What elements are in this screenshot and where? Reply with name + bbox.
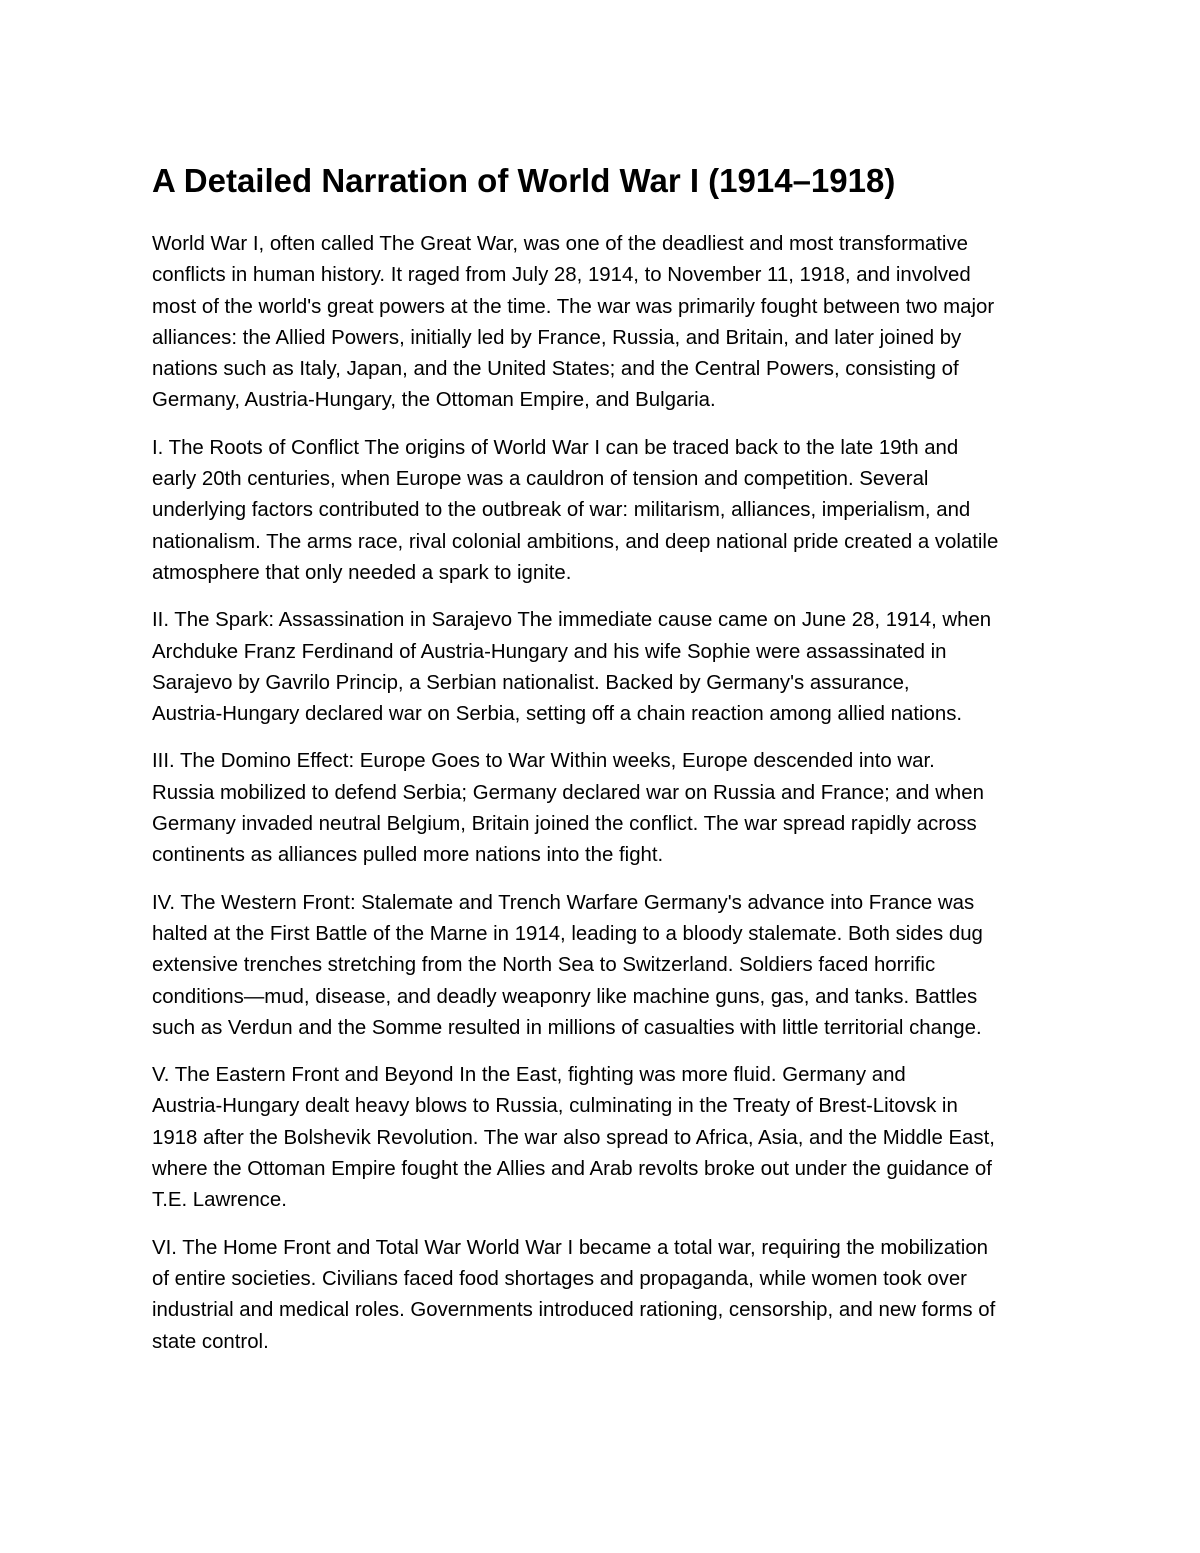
document-title: A Detailed Narration of World War I (1914–1918) [152, 162, 896, 199]
text-line: atmosphere that only needed a spark to ignite. [152, 561, 572, 584]
text-line: Archduke Franz Ferdinand of Austria-Hungary and his wife Sophie were assassinated in [152, 640, 947, 663]
text-line: World War I, often called The Great War, was one of the deadliest and most transformative [152, 233, 969, 255]
text-line: early 20th centuries, when Europe was a cauldron of tension and competition. Several [152, 468, 929, 491]
paragraph-intro [152, 229, 1052, 417]
text-line: conflicts in human history. It raged from July 28, 1914, to November 11, 1918, and involved [152, 264, 971, 287]
paragraph-the-spark [152, 605, 1052, 730]
paragraph-home-front [152, 1233, 1052, 1358]
text-line: continents as alliances pulled more nations into the fight. [152, 844, 664, 867]
text-line: II. The Spark: Assassination in Sarajevo The immediate cause came on June 28, 1914, when [152, 609, 992, 632]
text-line: I. The Roots of Conflict The origins of World War I can be traced back to the late 19th and [152, 436, 959, 459]
paragraph-domino-effect [152, 746, 1052, 871]
text-line: such as Verdun and the Somme resulted in millions of casualties with little territorial change. [152, 1016, 982, 1039]
text-line: Germany, Austria-Hungary, the Ottoman Empire, and Bulgaria. [152, 389, 716, 412]
text-line: conditions—mud, disease, and deadly weaponry like machine guns, gas, and tanks. Battles [152, 985, 978, 1008]
text-line: Sarajevo by Gavrilo Princip, a Serbian nationalist. Backed by Germany's assurance, [152, 671, 910, 694]
text-line: Germany invaded neutral Belgium, Britain joined the conflict. The war spread rapidly across [152, 813, 977, 836]
text-line: most of the world's great powers at the time. The war was primarily fought between two major [152, 295, 995, 318]
text-line: underlying factors contributed to the outbreak of war: militarism, alliances, imperialism, and [152, 499, 971, 522]
text-line: where the Ottoman Empire fought the Allies and Arab revolts broke out under the guidance of [152, 1158, 992, 1181]
text-line: alliances: the Allied Powers, initially led by France, Russia, and Britain, and later joined by [152, 326, 962, 349]
text-line: VI. The Home Front and Total War World War I became a total war, requiring the mobilization [152, 1236, 989, 1259]
text-line: Austria-Hungary dealt heavy blows to Russia, culminating in the Treaty of Brest-Litovsk in [152, 1095, 958, 1118]
text-line: of entire societies. Civilians faced food shortages and propaganda, while women took over [152, 1267, 967, 1290]
text-line: halted at the First Battle of the Marne in 1914, leading to a bloody stalemate. Both sides dug [152, 922, 983, 945]
text-line: industrial and medical roles. Governments introduced rationing, censorship, and new forms of [152, 1299, 996, 1322]
text-line: IV. The Western Front: Stalemate and Trench Warfare Germany's advance into France was [152, 891, 975, 914]
text-line: III. The Domino Effect: Europe Goes to War Within weeks, Europe descended into war. [152, 750, 935, 773]
text-line: T.E. Lawrence. [152, 1189, 287, 1212]
paragraph-roots-of-conflict [152, 433, 1052, 589]
text-line: Russia mobilized to defend Serbia; Germany declared war on Russia and France; and when [152, 781, 984, 804]
text-line: nations such as Italy, Japan, and the United States; and the Central Powers, consisting of [152, 358, 959, 381]
document-body [152, 229, 1052, 1374]
text-line: 1918 after the Bolshevik Revolution. The war also spread to Africa, Asia, and the Middle East, [152, 1126, 995, 1149]
text-line: state control. [152, 1330, 269, 1353]
paragraph-eastern-front [152, 1060, 1052, 1216]
text-line: Austria-Hungary declared war on Serbia, setting off a chain reaction among allied nations. [152, 703, 963, 726]
text-line: nationalism. The arms race, rival colonial ambitions, and deep national pride created a volatile [152, 530, 999, 553]
text-line: V. The Eastern Front and Beyond In the East, fighting was more fluid. Germany and [152, 1064, 906, 1087]
paragraph-western-front [152, 888, 1052, 1044]
text-line: extensive trenches stretching from the North Sea to Switzerland. Soldiers faced horrific [152, 954, 936, 977]
